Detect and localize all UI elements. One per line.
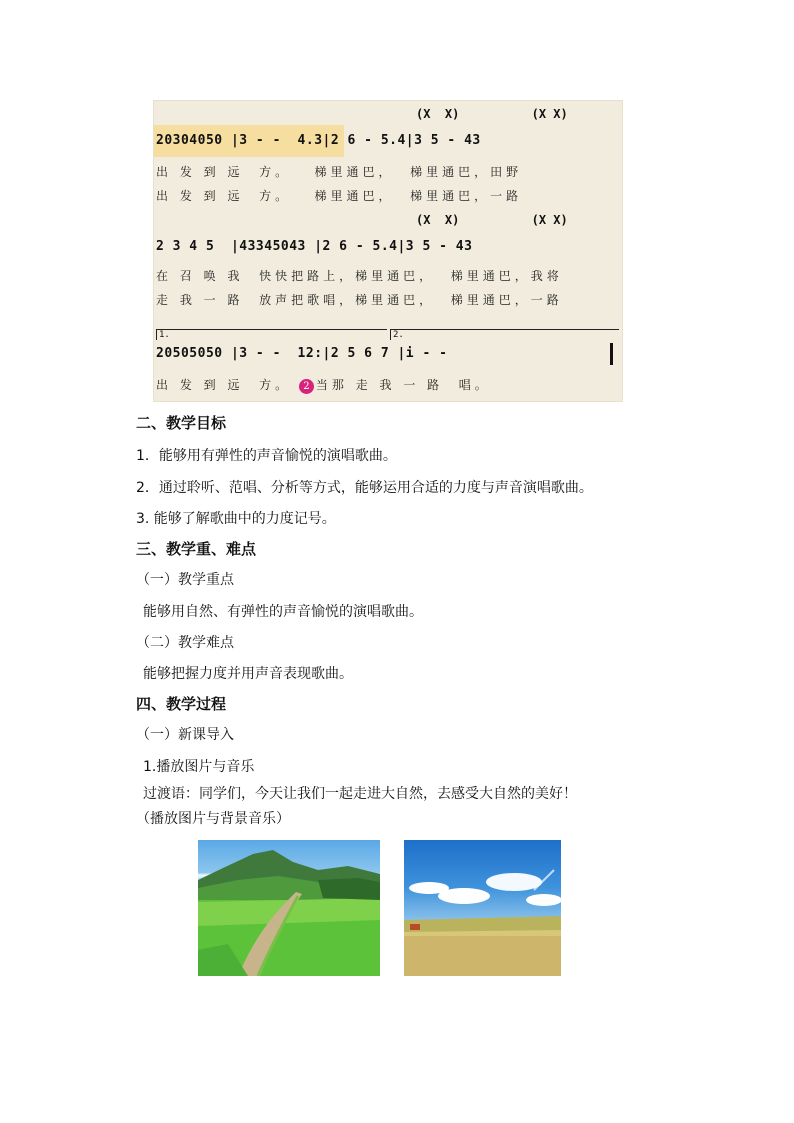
score-row2-lyric1: 在 召 唤 我 快快把路上，梯里通巴， 梯里通巴，我将 [156,269,563,283]
section4-heading: 四、教学过程 [136,695,227,713]
key-point-subheading: （一）教学重点 [136,572,234,588]
objective-item-2: 2．通过聆听、范唱、分析等方式，能够运用合适的力度与声音演唱歌曲。 [136,480,593,496]
music-score-image [153,100,623,402]
wheat-field-photo [404,840,561,976]
score-accents-line2: (X X) (X X) [416,213,568,227]
objective-item-3: 3. 能够了解歌曲中的力度记号。 [136,511,336,527]
score-row3-lyric-a: 出 发 到 远 方。 [156,378,292,392]
score-volta-2: 2. [390,329,619,340]
section2-heading: 二、教学目标 [136,414,227,432]
intro-subheading: （一）新课导入 [136,727,234,743]
verse-2-marker: 2 [299,379,314,394]
score-row3-lyric-b: 当那 走 我 一 路 唱。 [315,378,491,392]
key-point-text: 能够用自然、有弹性的声音愉悦的演唱歌曲。 [143,604,423,620]
score-row1-notes: 20304050 |3 - - 4.3|2 6 - 5.4|3 5 - 43 [156,133,481,148]
score-row3-notes: 20505050 |3 - - 12:|2 5 6 7 |i - - [156,346,448,361]
score-volta-1: 1. [156,329,387,340]
score-accents-line1: (X X) (X X) [416,107,568,121]
landscape-path-photo [198,840,380,976]
objective-item-1: 1．能够用有弹性的声音愉悦的演唱歌曲。 [136,448,397,464]
section3-heading: 三、教学重、难点 [136,540,257,558]
score-row1-lyric2: 出 发 到 远 方。 梯里通巴， 梯里通巴，一路 [156,189,523,203]
score-row1-lyric1: 出 发 到 远 方。 梯里通巴， 梯里通巴，田野 [156,165,523,179]
score-row3-lyric [156,376,491,394]
step-1-title: 1.播放图片与音乐 [143,759,255,775]
score-final-barline [610,343,613,365]
score-row2-lyric2: 走 我 一 路 放声把歌唱，梯里通巴， 梯里通巴，一路 [156,293,563,307]
transition-text: 过渡语：同学们，今天让我们一起走进大自然，去感受大自然的美好！ [143,786,577,802]
difficulty-subheading: （二）教学难点 [136,635,234,651]
score-row2-notes: 2 3 4 5 |43345043 |2 6 - 5.4|3 5 - 43 [156,239,473,254]
play-note: （播放图片与背景音乐） [136,811,290,827]
difficulty-text: 能够把握力度并用声音表现歌曲。 [143,666,353,682]
